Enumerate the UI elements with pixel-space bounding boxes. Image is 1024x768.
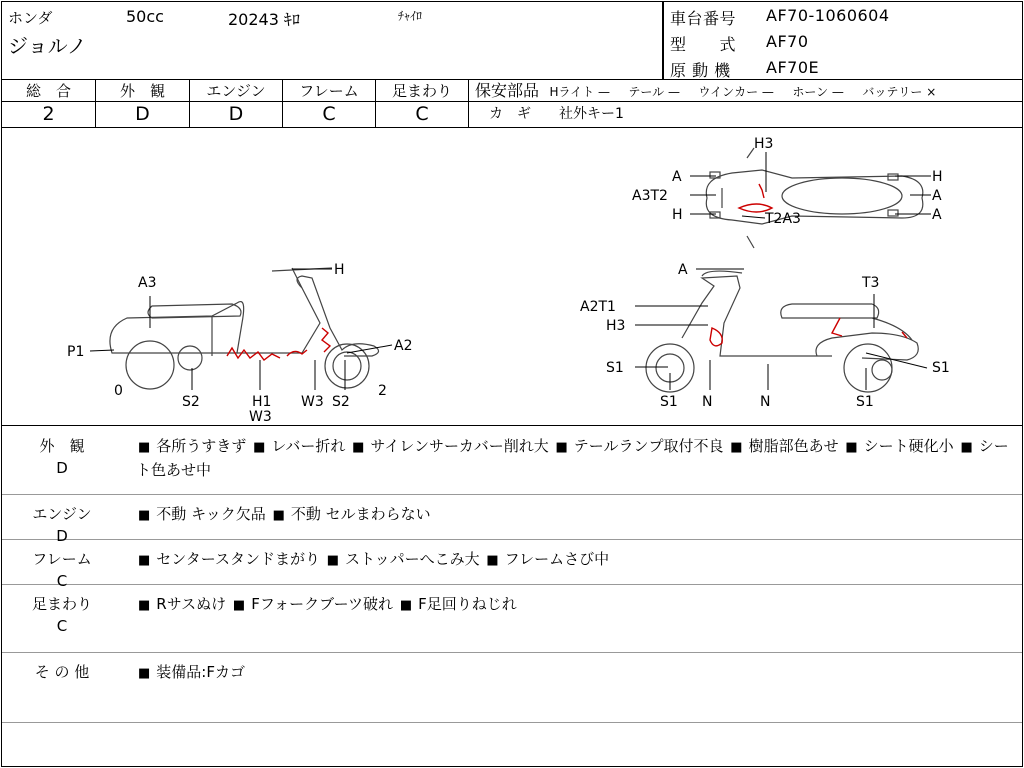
grade-value: C	[415, 103, 429, 125]
remark-item: 樹脂部色あせ	[748, 437, 839, 455]
callout-label: S2	[332, 394, 350, 410]
bullet: ■	[960, 440, 973, 455]
bullet: ■	[326, 553, 340, 568]
remark-item: シート色あせ中	[136, 437, 1009, 479]
remark-heading	[2, 435, 122, 479]
callout-label: 0	[114, 383, 123, 399]
grade-engine	[190, 80, 283, 127]
remark-item: 不動 キック欠品	[156, 505, 266, 523]
remark-body	[136, 435, 1012, 481]
remark-item: センタースタンドまがり	[156, 550, 320, 568]
callout-label: S1	[660, 394, 678, 410]
callout-label: N	[702, 394, 713, 410]
engine-value: AF70E	[766, 58, 820, 77]
bullet: ■	[232, 598, 246, 613]
callout-label: S1	[856, 394, 874, 410]
remark-title: エンジン	[32, 505, 92, 523]
bullet: ■	[138, 440, 151, 455]
callout-label: A2T1	[580, 299, 616, 315]
type-label: 型 式	[670, 35, 737, 54]
safety-item: バッテリー ×	[862, 85, 937, 99]
remark-body	[136, 548, 1012, 572]
bullet: ■	[555, 440, 568, 455]
callout-label: A	[678, 262, 688, 278]
safety-label: 保安部品	[475, 81, 540, 100]
callout-label: H1	[252, 394, 272, 410]
body-color: ﾁｬｲﾛ	[398, 9, 423, 23]
remark-title: そ の 他	[34, 663, 90, 681]
header-divider	[662, 2, 664, 79]
remark-grade: D	[56, 527, 68, 545]
callout-label: H	[334, 262, 345, 278]
callout-label: H	[932, 169, 943, 185]
bullet: ■	[272, 508, 285, 523]
grade-label: フレーム	[283, 80, 375, 102]
remark-item: 各所うすきず	[156, 437, 247, 455]
scooter-top-view	[706, 148, 923, 248]
right-view-labels	[580, 262, 950, 410]
engine-label: 原 動 機	[670, 61, 731, 80]
remark-item: Rサスぬけ	[156, 595, 227, 613]
mileage: 20243 ｷﾛ	[228, 10, 300, 29]
grade-value: D	[228, 103, 244, 125]
grade-overall	[2, 80, 96, 127]
bullet: ■	[138, 598, 151, 613]
bullet: ■	[845, 440, 858, 455]
grade-exterior	[96, 80, 190, 127]
safety-items-row	[469, 80, 1022, 102]
bullet: ■	[138, 508, 151, 523]
callout-label: W3	[249, 409, 272, 425]
remark-title: 外 観	[39, 437, 85, 455]
damage-diagram	[2, 128, 1022, 426]
grade-label: エンジン	[190, 80, 282, 102]
grade-label: 足まわり	[376, 80, 468, 102]
bullet: ■	[138, 553, 151, 568]
maker: ホンダ	[8, 9, 53, 27]
vehicle-header	[2, 2, 1022, 80]
remark-grade: C	[56, 617, 68, 635]
remark-item: ストッパーへこみ大	[345, 550, 480, 568]
safety-item: Hライト —	[549, 85, 610, 99]
callout-label: A3	[138, 275, 157, 291]
remark-body	[136, 661, 1012, 685]
remark-body	[136, 503, 1012, 527]
remark-item: サイレンサーカバー削れ大	[370, 437, 549, 455]
remark-body	[136, 593, 1012, 617]
callout-label: H	[672, 207, 683, 223]
remark-item: シート硬化小	[863, 437, 954, 455]
remark-title: フレーム	[32, 550, 92, 568]
callout-label: 2	[378, 383, 387, 399]
remark-heading	[2, 661, 122, 683]
key-label: カ ギ	[489, 106, 531, 122]
callout-label: A	[932, 188, 942, 204]
callout-label: T2A3	[765, 211, 801, 227]
remark-heading	[2, 593, 122, 637]
grade-value: D	[135, 103, 150, 125]
callout-label: A2	[394, 338, 413, 354]
grade-label: 総 合	[2, 80, 95, 102]
callout-label: S1	[932, 360, 950, 376]
bullet: ■	[486, 553, 499, 568]
safety-item: ホーン —	[792, 85, 844, 99]
callout-label: S2	[182, 394, 200, 410]
bullet: ■	[138, 666, 151, 681]
remark-title: 足まわり	[31, 595, 92, 613]
safety-parts	[469, 80, 1022, 127]
key-value: 社外キー1	[559, 106, 624, 122]
remark-grade: C	[56, 572, 68, 590]
callout-label: S1	[606, 360, 624, 376]
bullet: ■	[253, 440, 266, 455]
key-row	[469, 102, 1022, 126]
inspection-sheet	[1, 1, 1023, 767]
type-value: AF70	[766, 32, 809, 51]
grade-value: C	[322, 103, 336, 125]
grade-value: 2	[42, 103, 55, 125]
remark-item: フレームさび中	[504, 550, 610, 568]
safety-item: ウインカー —	[698, 85, 774, 99]
leader-lines	[90, 152, 931, 390]
remark-grade: D	[56, 459, 68, 477]
bullet: ■	[730, 440, 743, 455]
displacement: 50cc	[126, 7, 164, 26]
remark-item: Fフォークブーツ破れ	[251, 595, 394, 613]
model-name: ジョルノ	[8, 34, 87, 58]
callout-label: T3	[862, 275, 880, 291]
remark-item: テールランプ取付不良	[573, 437, 724, 455]
remark-suspension	[2, 585, 1022, 653]
grade-suspension	[376, 80, 469, 127]
callout-label: A3T2	[632, 188, 668, 204]
callout-label: A	[672, 169, 682, 185]
frame-no-label: 車台番号	[670, 9, 737, 28]
remark-item: レバー折れ	[271, 437, 346, 455]
grade-row	[2, 80, 1022, 128]
callout-label: A	[932, 207, 942, 223]
remark-item: 装備品:Fカゴ	[156, 663, 245, 681]
remark-item: F足回りねじれ	[418, 595, 517, 613]
callout-label: H3	[606, 318, 626, 334]
callout-label: W3	[301, 394, 324, 410]
remark-exterior	[2, 427, 1022, 495]
frame-no: AF70-1060604	[766, 6, 890, 25]
remark-item: 不動 セルまわらない	[290, 505, 431, 523]
bullet: ■	[399, 598, 413, 613]
callout-label: P1	[67, 344, 85, 360]
bullet: ■	[352, 440, 365, 455]
callout-label: H3	[754, 136, 774, 152]
top-view-labels	[632, 136, 943, 227]
callout-label: N	[760, 394, 771, 410]
safety-item: テール —	[628, 85, 680, 99]
scooter-diagram-svg	[2, 128, 1022, 426]
grade-label: 外 観	[96, 80, 189, 102]
remark-other	[2, 653, 1022, 723]
grade-frame	[283, 80, 376, 127]
remark-engine	[2, 495, 1022, 545]
remark-frame	[2, 540, 1022, 590]
